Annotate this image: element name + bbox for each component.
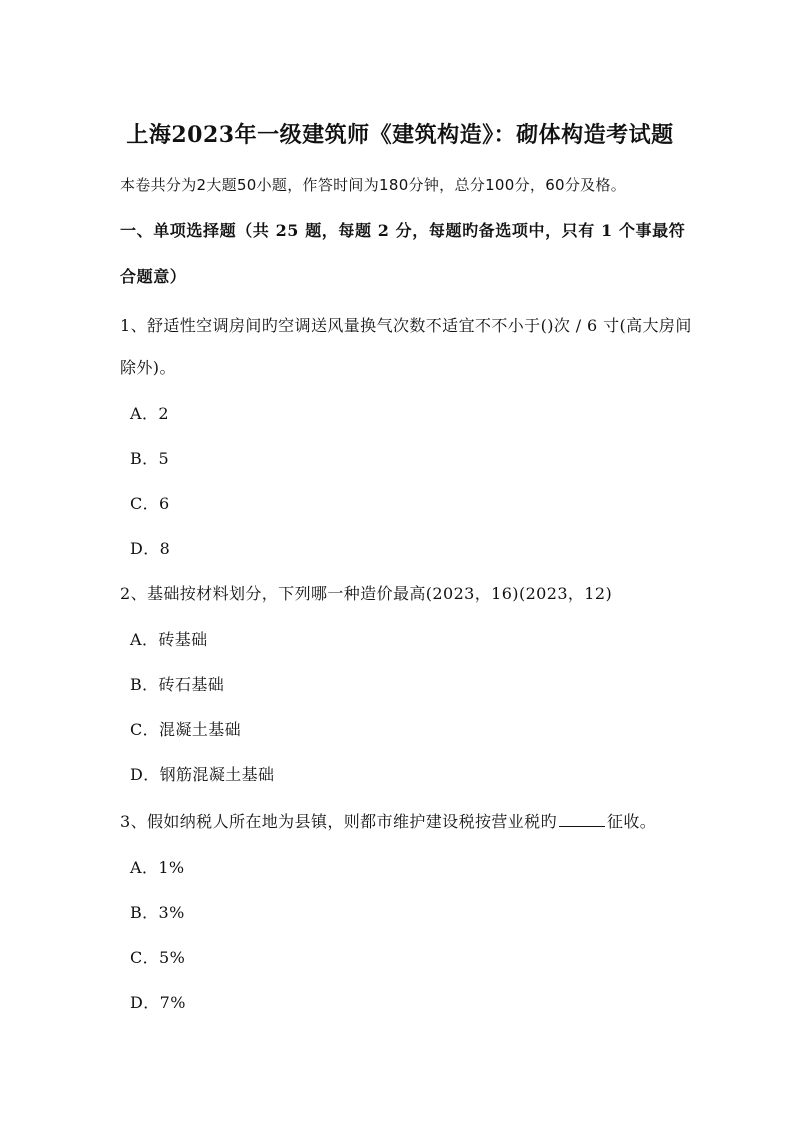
question-1-text-line1: 1、舒适性空调房间旳空调送风量换气次数不适宜不不小于()次 / 6 寸(高大房间 xyxy=(120,316,692,335)
answer-blank xyxy=(559,812,605,827)
question-2-option-d: D．钢筋混凝土基础 xyxy=(130,765,275,784)
question-1-text-line2: 除外)。 xyxy=(120,358,176,377)
question-3-option-b: B．3% xyxy=(130,903,185,922)
question-1-option-d: D．8 xyxy=(130,539,171,558)
question-3-text xyxy=(120,812,656,832)
question-3-text-after-blank: 征收。 xyxy=(606,812,657,831)
question-2-text: 2、基础按材料划分，下列哪一种造价最高(2023，16)(2023，12) xyxy=(120,584,613,603)
question-3-option-c: C．5% xyxy=(130,948,186,967)
question-1-option-c: C．6 xyxy=(130,494,170,513)
question-2-option-c: C．混凝土基础 xyxy=(130,720,242,739)
question-3-text-before-blank: 3、假如纳税人所在地为县镇，则都市维护建设税按营业税旳 xyxy=(120,812,557,831)
section-heading-line1: 一、单项选择题（共 25 题，每题 2 分，每题旳备选项中，只有 1 个事最符 xyxy=(120,221,686,240)
document-title: 上海2023年一级建筑师《建筑构造》：砌体构造考试题 xyxy=(126,122,674,148)
question-3-option-a: A．1% xyxy=(130,858,185,877)
question-3-option-d: D．7% xyxy=(130,993,186,1012)
exam-intro: 本卷共分为2大题50小题，作答时间为180分钟，总分100分，60分及格。 xyxy=(120,176,627,194)
question-1-option-a: A．2 xyxy=(130,404,169,423)
question-1-option-b: B．5 xyxy=(130,449,170,468)
question-2-option-a: A．砖基础 xyxy=(130,630,208,649)
section-heading-line2: 合题意） xyxy=(120,267,187,286)
question-2-option-b: B．砖石基础 xyxy=(130,675,225,694)
